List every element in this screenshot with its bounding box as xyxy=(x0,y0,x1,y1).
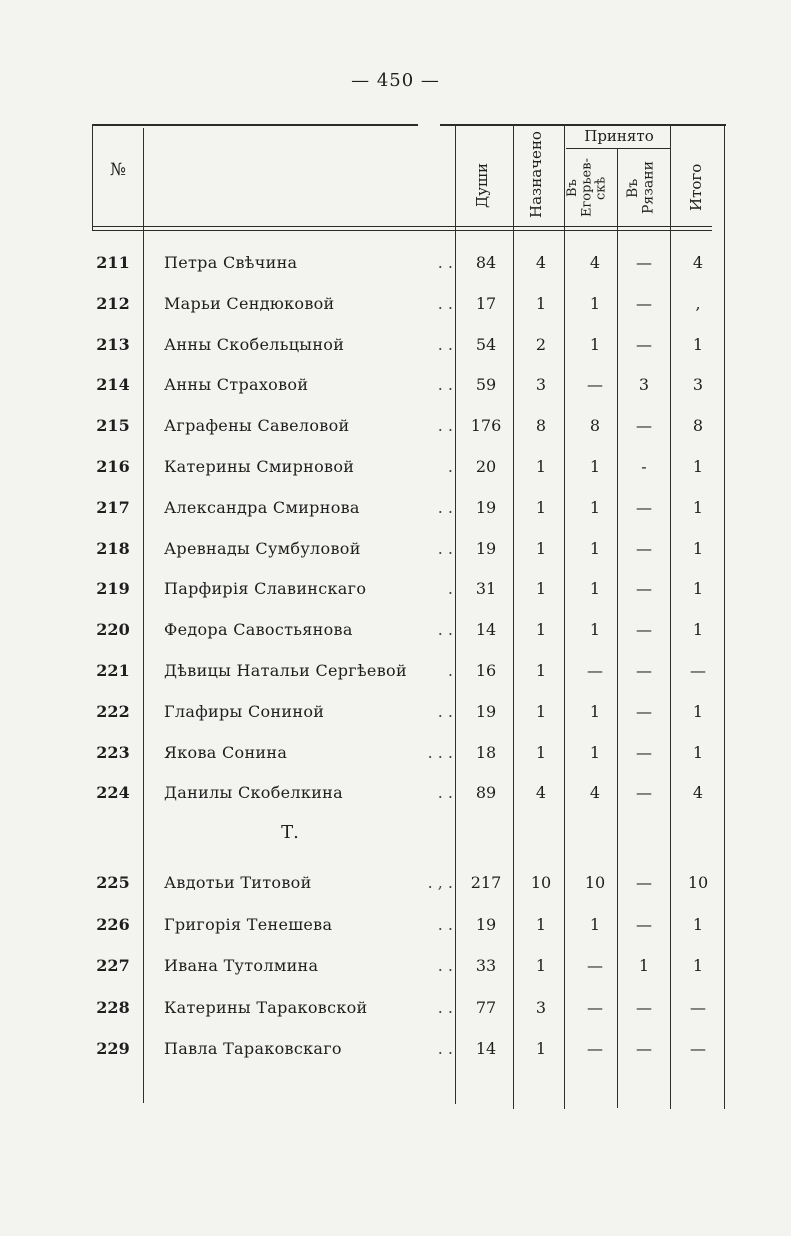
row-souls: 19 xyxy=(475,701,497,721)
row-leader-dots: . xyxy=(432,457,453,476)
row-name: Аграфены Савеловой xyxy=(164,416,350,436)
row-ryazan: — xyxy=(636,1039,652,1058)
row-egoryevsk: 1 xyxy=(589,914,601,934)
table-row xyxy=(88,873,728,913)
row-souls: 17 xyxy=(475,293,497,313)
row-egoryevsk: 1 xyxy=(589,620,601,640)
row-souls: 19 xyxy=(475,538,497,558)
row-name: Глафиры Сониной xyxy=(164,701,325,721)
row-name: Парфирія Славинскаго xyxy=(164,579,367,599)
row-name: Данилы Скобелкина xyxy=(164,783,343,803)
table-row xyxy=(88,743,728,783)
header-rule-1 xyxy=(92,226,712,227)
row-number: 212 xyxy=(96,293,130,313)
row-ryazan: — xyxy=(636,579,652,599)
row-number: 221 xyxy=(96,661,130,680)
row-number: 228 xyxy=(96,997,130,1017)
row-leader-dots: . . xyxy=(437,293,453,313)
row-souls: 19 xyxy=(475,914,497,934)
row-ryazan: — xyxy=(636,538,652,558)
row-leader-dots: . . xyxy=(437,538,453,558)
row-assigned: 4 xyxy=(535,253,547,272)
row-leader-dots: . . xyxy=(437,375,453,395)
header-accepted: Принято xyxy=(584,127,654,145)
row-souls: 59 xyxy=(475,375,497,395)
header-no: № xyxy=(109,160,127,180)
row-name: Григорія Тенешева xyxy=(164,914,333,934)
row-total: 1 xyxy=(692,334,704,354)
table-row xyxy=(88,375,728,415)
row-number: 214 xyxy=(96,375,130,395)
row-number: 224 xyxy=(96,783,130,803)
table-row xyxy=(88,956,728,996)
row-number: 211 xyxy=(96,253,130,272)
table-row xyxy=(88,1039,728,1079)
row-name: Александра Смирнова xyxy=(164,497,360,517)
header-ryazan: Въ Рязани xyxy=(625,161,657,215)
row-name: Аревнады Сумбуловой xyxy=(164,538,361,558)
row-egoryevsk: — xyxy=(587,1039,603,1058)
table-row xyxy=(88,294,728,334)
row-number: 227 xyxy=(96,956,130,975)
row-assigned: 1 xyxy=(535,620,547,640)
row-total: 1 xyxy=(692,579,704,599)
row-ryazan: — xyxy=(636,497,652,517)
row-souls: 217 xyxy=(470,873,502,892)
row-egoryevsk: — xyxy=(587,997,603,1017)
row-ryazan: - xyxy=(641,457,647,476)
section-letter: Т. xyxy=(281,822,299,843)
row-assigned: 1 xyxy=(535,457,547,476)
row-assigned: 1 xyxy=(535,497,547,517)
row-assigned: 1 xyxy=(535,293,547,313)
row-number: 218 xyxy=(96,538,130,558)
row-total: — xyxy=(690,661,706,680)
table-row xyxy=(88,539,728,579)
row-ryazan: — xyxy=(636,783,652,803)
row-egoryevsk: 4 xyxy=(589,253,601,272)
row-ryazan: — xyxy=(636,701,652,721)
top-rule-left xyxy=(92,124,418,126)
table-row xyxy=(88,783,728,823)
accepted-underline xyxy=(566,148,670,149)
row-leader-dots: . . xyxy=(437,334,453,354)
row-total: 4 xyxy=(692,783,704,803)
row-assigned: 3 xyxy=(535,375,547,395)
row-souls: 18 xyxy=(475,742,497,762)
row-leader-dots: . . . xyxy=(427,742,453,762)
row-souls: 33 xyxy=(475,956,497,975)
row-number: 223 xyxy=(96,742,130,762)
row-leader-dots: . , . xyxy=(427,873,453,892)
row-name: Катерины Смирновой xyxy=(164,457,355,476)
row-name: Якова Сонина xyxy=(164,742,288,762)
row-ryazan: — xyxy=(636,661,652,680)
row-total: 1 xyxy=(692,914,704,934)
row-number: 217 xyxy=(96,497,130,517)
row-number: 213 xyxy=(96,334,130,354)
row-assigned: 2 xyxy=(535,334,547,354)
table-row xyxy=(88,498,728,538)
row-total: 1 xyxy=(692,497,704,517)
row-number: 226 xyxy=(96,914,130,934)
row-egoryevsk: — xyxy=(587,661,603,680)
row-number: 215 xyxy=(96,416,130,436)
row-ryazan: 1 xyxy=(638,956,650,975)
row-number: 229 xyxy=(96,1039,130,1058)
row-leader-dots: . . xyxy=(437,701,453,721)
row-egoryevsk: 1 xyxy=(589,457,601,476)
row-souls: 31 xyxy=(475,579,497,599)
row-ryazan: — xyxy=(636,742,652,762)
row-leader-dots: . . xyxy=(437,416,453,436)
row-ryazan: — xyxy=(636,334,652,354)
row-egoryevsk: 1 xyxy=(589,293,601,313)
row-egoryevsk: 1 xyxy=(589,497,601,517)
row-leader-dots: . . xyxy=(437,253,453,272)
row-egoryevsk: 1 xyxy=(589,701,601,721)
row-assigned: 1 xyxy=(535,956,547,975)
row-leader-dots: . . xyxy=(437,997,453,1017)
row-egoryevsk: — xyxy=(587,956,603,975)
col-line-left xyxy=(92,124,93,230)
row-leader-dots: . . xyxy=(437,956,453,975)
row-number: 219 xyxy=(96,579,130,599)
row-souls: 16 xyxy=(475,661,497,680)
row-egoryevsk: 4 xyxy=(589,783,601,803)
row-assigned: 8 xyxy=(535,416,547,436)
table-row xyxy=(88,253,728,293)
row-leader-dots: . xyxy=(432,579,453,599)
row-egoryevsk: 8 xyxy=(589,416,601,436)
row-souls: 89 xyxy=(475,783,497,803)
row-total: 4 xyxy=(692,253,704,272)
row-total: 1 xyxy=(692,620,704,640)
table-row xyxy=(88,620,728,660)
row-total: 10 xyxy=(687,873,709,892)
row-number: 222 xyxy=(96,701,130,721)
row-souls: 54 xyxy=(475,334,497,354)
row-ryazan: — xyxy=(636,873,652,892)
row-assigned: 4 xyxy=(535,783,547,803)
row-souls: 84 xyxy=(475,253,497,272)
row-ryazan: — xyxy=(636,293,652,313)
row-name: Ивана Тутолмина xyxy=(164,956,319,975)
row-leader-dots: . . xyxy=(437,620,453,640)
row-souls: 20 xyxy=(475,457,497,476)
row-total: , xyxy=(695,293,701,313)
row-egoryevsk: — xyxy=(587,375,603,395)
table-row xyxy=(88,702,728,742)
table-row xyxy=(88,335,728,375)
header-souls: Души xyxy=(473,163,491,209)
row-number: 220 xyxy=(96,620,130,640)
row-souls: 14 xyxy=(475,1039,497,1058)
row-name: Анны Страховой xyxy=(164,375,309,395)
row-total: 1 xyxy=(692,742,704,762)
row-leader-dots: . xyxy=(432,661,453,680)
row-name: Павла Тараковскаго xyxy=(164,1039,342,1058)
table-row xyxy=(88,579,728,619)
row-name: Анны Скобельцыной xyxy=(164,334,345,354)
header-assigned: Назначено xyxy=(527,131,545,219)
row-ryazan: — xyxy=(636,253,652,272)
row-name: Марьи Сендюковой xyxy=(164,293,335,313)
header-egoryevsk: Въ Егорьев- скѣ xyxy=(565,158,609,218)
row-assigned: 1 xyxy=(535,579,547,599)
row-egoryevsk: 10 xyxy=(584,873,606,892)
top-rule-right xyxy=(440,124,726,126)
row-total: 1 xyxy=(692,701,704,721)
row-total: — xyxy=(690,997,706,1017)
row-total: 8 xyxy=(692,416,704,436)
row-souls: 77 xyxy=(475,997,497,1017)
row-assigned: 1 xyxy=(535,538,547,558)
row-ryazan: — xyxy=(636,997,652,1017)
row-name: Катерины Тараковской xyxy=(164,997,368,1017)
header-rule-2 xyxy=(92,230,712,231)
row-assigned: 1 xyxy=(535,661,547,680)
row-assigned: 1 xyxy=(535,742,547,762)
row-leader-dots: . . xyxy=(437,914,453,934)
row-leader-dots: . . xyxy=(437,783,453,803)
row-ryazan: — xyxy=(636,416,652,436)
row-assigned: 1 xyxy=(535,914,547,934)
table-row xyxy=(88,915,728,955)
row-total: 1 xyxy=(692,457,704,476)
row-leader-dots: . . xyxy=(437,497,453,517)
row-egoryevsk: 1 xyxy=(589,742,601,762)
row-egoryevsk: 1 xyxy=(589,334,601,354)
row-number: 225 xyxy=(96,873,130,892)
row-assigned: 3 xyxy=(535,997,547,1017)
table-row xyxy=(88,661,728,701)
row-souls: 14 xyxy=(475,620,497,640)
row-souls: 19 xyxy=(475,497,497,517)
row-name: Дѣвицы Натальи Сергѣевой xyxy=(164,661,407,680)
table-row xyxy=(88,998,728,1038)
row-assigned: 1 xyxy=(535,701,547,721)
row-total: — xyxy=(690,1039,706,1058)
row-leader-dots: . . xyxy=(437,1039,453,1058)
row-souls: 176 xyxy=(470,416,502,436)
row-assigned: 1 xyxy=(535,1039,547,1058)
row-total: 1 xyxy=(692,956,704,975)
row-name: Петра Свѣчина xyxy=(164,253,298,272)
page-number: — 450 — xyxy=(351,70,440,91)
row-total: 3 xyxy=(692,375,704,395)
row-ryazan: — xyxy=(636,914,652,934)
row-name: Авдотьи Титовой xyxy=(164,873,312,892)
table-row xyxy=(88,416,728,456)
row-ryazan: — xyxy=(636,620,652,640)
header-total: Итого xyxy=(687,163,705,211)
row-egoryevsk: 1 xyxy=(589,579,601,599)
row-name: Федора Савостьянова xyxy=(164,620,353,640)
row-ryazan: 3 xyxy=(638,375,650,395)
row-total: 1 xyxy=(692,538,704,558)
row-egoryevsk: 1 xyxy=(589,538,601,558)
table-row xyxy=(88,457,728,497)
row-number: 216 xyxy=(96,457,130,476)
row-assigned: 10 xyxy=(530,873,552,892)
